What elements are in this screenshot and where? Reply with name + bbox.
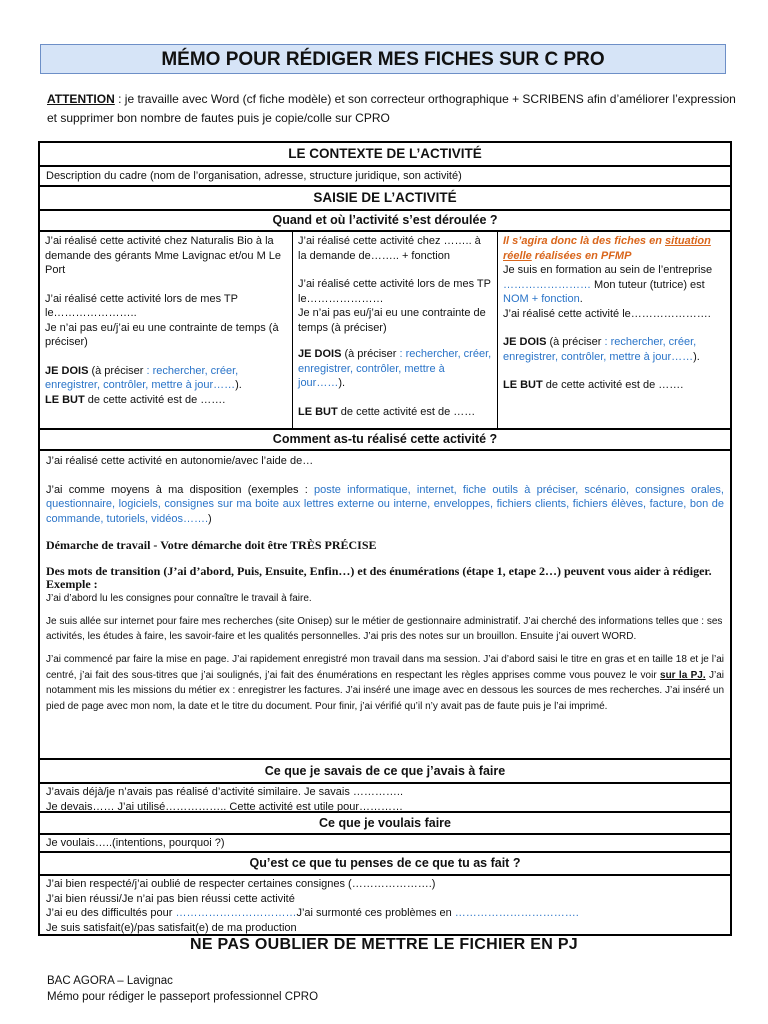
col3-but: LE BUT de cette activité est de ……. [503,379,684,391]
col1-dois: JE DOIS (à préciser : rechercher, créer, enregistrer, contrôler, mettre à jour……). [45,364,242,391]
attention-label: ATTENTION [47,92,115,106]
comment-transition: Des mots de transition (J’ai d’abord, Puis, Ensuite, Enfin…) et des énumérations (étape 1, etape 2…) peuvent vous aider à rédiger. Exemple : [46,563,712,591]
attention-text: : je travaille avec Word (cf fiche modèle) et son correcteur orthographique + SCRIBENS afin d’améliorer l’expression et supprimer bon nombre de fautes puis je copie/colle sur CPRO [47,92,736,125]
page-title: MÉMO POUR RÉDIGER MES FICHES SUR C PRO [40,44,726,74]
comment-body [40,451,730,760]
comment-moyens: J’ai comme moyens à ma disposition (exemples : poste informatique, internet, fiche outils à préciser, scénario, consignes orales, questionnaire, logiciels, consignes sur ma boite aux lettres externe ou interne, enveloppes, fichiers clients, fichiers élèves, facture, bon de commande, tutoriels, vidéos…….) [46,483,724,525]
reminder-title: NE PAS OUBLIER DE METTRE LE FICHIER EN PJ [189,936,579,953]
memo-table [38,141,732,936]
contexte-header: LE CONTEXTE DE L’ACTIVITÉ [40,143,730,167]
col3-intro: Il s’agira donc là des fiches en situation réelle réalisées en PFMP [503,235,711,262]
quand-col-3 [498,232,730,428]
col3-date: J’ai réalisé cette activité le…………………. [503,307,711,320]
savais-line-2: Je devais…… J’ai utilisé…………….. Cette activité est utile pour………… [46,800,404,813]
comment-header: Comment as-tu réalisé cette activité ? [40,430,730,451]
comment-exemple-2: Je suis allée sur internet pour faire mes recherches (site Onisep) sur le métier de gestionnaire administratif. J’ai cherché des informations telles que : ses activités, les études à faire, les savoir-faire et les qualités personnelles. J’ai pris des notes sur un brouillon. Ensuite j’ai ouvert WORD. [46,616,723,642]
footer-line-1: BAC AGORA – Lavignac [47,975,173,987]
penses-line-1: J’ai bien respecté/j’ai oublié de respecter certaines consignes (………………….) [46,878,436,890]
col3-dois: JE DOIS (à préciser : rechercher, créer, enregistrer, contrôler, mettre à jour……). [503,336,700,363]
footer-line-2: Mémo pour rédiger le passeport professionnel CPRO [47,991,319,1003]
col2-but: LE BUT de cette activité est de …… [298,405,476,418]
savais-line-1: J’avais déjà/je n’avais pas réalisé d’activité similaire. Je savais ………….. [46,786,404,798]
col1-contrainte: Je n’ai pas eu/j’ai eu une contrainte de temps (à préciser) [45,321,279,348]
contexte-description: Description du cadre (nom de l’organisation, adresse, structure juridique, son activité) [40,167,730,187]
col3-formation: Je suis en formation au sein de l’entreprise …………………… Mon tuteur (tutrice) est NOM + fonction. [503,264,713,305]
quand-col-1 [40,232,293,428]
voulais-header: Ce que je voulais faire [40,813,730,835]
savais-header: Ce que je savais de ce que j’avais à faire [40,760,730,784]
page-footer [47,973,318,1005]
penses-header: Qu’est ce que tu penses de ce que tu as fait ? [40,853,730,876]
col2-intro: J’ai réalisé cette activité chez …….. à la demande de…….. + fonction [298,235,481,262]
attention-note [47,90,737,128]
comment-autonomie: J’ai réalisé cette activité en autonomie/avec l’aide de… [46,455,314,467]
voulais-body: Je voulais…..(intentions, pourquoi ?) [40,835,730,853]
quand-col-2 [293,232,498,428]
col2-contrainte: Je n’ai pas eu/j’ai eu une contrainte de temps (à préciser) [298,307,486,334]
col2-dois: JE DOIS (à préciser : rechercher, créer, enregistrer, contrôler, mettre à jour……). [298,348,492,389]
quand-header: Quand et où l’activité s’est déroulée ? [40,211,730,232]
saisie-header: SAISIE DE L’ACTIVITÉ [40,187,730,211]
penses-line-4: Je suis satisfait(e)/pas satisfait(e) de ma production [46,921,297,934]
comment-exemple-3: J’ai commencé par faire la mise en page. J’ai rapidement enregistré mon travail dans ma session. J’ai d’abord saisi le titre en gras et en taille 18 et je l’ai centré, j’ai fait des sous-titres que j’ai soulignés, j’ai fait des énumérations en respectant les règles apprises comme vous pouvez le voir sur la PJ. J’ai notamment mis les missions du métier ex : enregistrer les factures. J’ai inséré une image avec en dessous les sources de mes recherches. J’ai inséré un pied de page avec mon nom, la date et le titre du document. Pour finir, j’ai vérifié qu’il n’y avait pas de faute puis je l’ai imprimé. [46,654,724,712]
penses-line-3: J’ai eu des difficultés pour ……………………………J’ai surmonté ces problèmes en ……………………………. [46,907,579,919]
penses-body [40,876,730,936]
col2-tp: J’ai réalisé cette activité lors de mes TP le………………… [298,278,491,305]
col1-tp: J’ai réalisé cette activité lors de mes TP le………………….. [45,292,238,319]
comment-demarche: Démarche de travail - Votre démarche doit être TRÈS PRÉCISE [46,538,377,552]
quand-columns [40,232,730,430]
penses-line-2: J’ai bien réussi/Je n’ai pas bien réussi cette activité [46,892,295,905]
col1-but: LE BUT de cette activité est de ……. [45,393,226,406]
savais-body [40,784,730,813]
col1-intro: J’ai réalisé cette activité chez Naturalis Bio à la demande des gérants Mme Lavignac et/ou M Le Port [45,235,282,276]
comment-exemple-1: J’ai d’abord lu les consignes pour connaître le travail à faire. [46,592,312,604]
